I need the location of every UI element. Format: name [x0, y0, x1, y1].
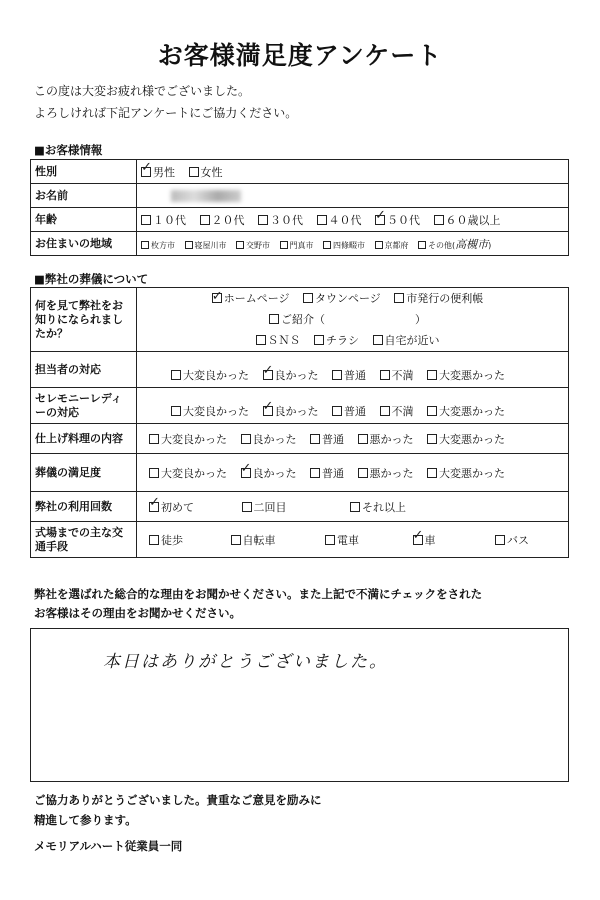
source-option[interactable]: 自宅が近い [373, 330, 440, 351]
area-option-other[interactable]: その他(高槻市) [418, 236, 491, 252]
transport-option[interactable]: 自転車 [231, 532, 276, 548]
area-other-handwritten: 高槻市 [455, 237, 489, 251]
usage-options [137, 492, 569, 522]
age-option[interactable]: ２０代 [200, 212, 245, 228]
transport-label: 式場までの主な交通手段 [31, 522, 137, 558]
signature: メモリアルハート従業員一同 [34, 839, 183, 853]
source-option[interactable]: 市発行の便利帳 [394, 288, 483, 309]
food-option[interactable]: 悪かった [358, 431, 414, 447]
name-field[interactable] [137, 184, 569, 208]
food-option[interactable]: 普通 [310, 431, 344, 447]
ceremony-lady-label: セレモニーレディーの対応 [31, 388, 137, 424]
source-options [137, 288, 569, 352]
ceremony-lady-option[interactable]: 大変悪かった [427, 403, 505, 419]
food-option[interactable]: 良かった [241, 431, 297, 447]
satisfaction-label: 葬儀の満足度 [31, 454, 137, 492]
ceremony-lady-option-good[interactable]: ✓ 良かった [263, 403, 319, 419]
satisfaction-option[interactable]: 悪かった [358, 465, 414, 481]
page-title: お客様満足度アンケート [157, 41, 443, 70]
area-option[interactable]: 枚方市 [141, 240, 175, 251]
comment-box[interactable] [30, 628, 569, 782]
source-option[interactable]: チラシ [314, 330, 359, 351]
age-option[interactable]: ３０代 [258, 212, 303, 228]
staff-option[interactable]: 普通 [332, 367, 366, 383]
source-option[interactable]: タウンページ [303, 288, 381, 309]
checkbox-checked-icon [375, 215, 385, 225]
food-option[interactable]: 大変悪かった [427, 431, 505, 447]
satisfaction-option-good[interactable]: ✓ 良かった [241, 465, 297, 481]
staff-option[interactable]: 不満 [380, 367, 414, 383]
transport-option-car[interactable]: ✓ 車 [413, 532, 436, 548]
ceremony-lady-options [137, 388, 569, 424]
source-homepage-option[interactable]: ✓ホームページ [212, 288, 290, 309]
ceremony-lady-option[interactable]: 大変良かった [171, 403, 249, 419]
source-label: 何を見て弊社をお知りになられましたか？ [31, 288, 137, 352]
area-option[interactable]: 門真市 [280, 240, 314, 251]
staff-options [137, 352, 569, 388]
food-option[interactable]: 大変良かった [149, 431, 227, 447]
age-option[interactable]: ４０代 [317, 212, 362, 228]
ceremony-lady-option[interactable]: 不満 [380, 403, 414, 419]
intro-line-1: この度は大変お疲れ様でございました。 [34, 84, 251, 98]
transport-option[interactable]: 徒歩 [149, 532, 183, 548]
usage-option[interactable]: 二回目 [242, 499, 287, 515]
outro-line-2: 精進して参ります。 [34, 813, 137, 827]
food-options [137, 424, 569, 454]
satisfaction-option[interactable]: 大変悪かった [427, 465, 505, 481]
area-option[interactable]: 交野市 [236, 240, 270, 251]
customer-info-table [30, 159, 569, 256]
gender-female-option[interactable]: 女性 [189, 164, 223, 180]
section-heading-funeral: ■弊社の葬儀について [34, 272, 149, 286]
satisfaction-options [137, 454, 569, 492]
usage-option[interactable]: それ以上 [350, 499, 406, 515]
area-option[interactable]: 寝屋川市 [185, 240, 227, 251]
usage-option-first[interactable]: ✓ 初めて [149, 499, 194, 515]
outro-line-1: ご協力ありがとうございました。貴重なご意見を励みに [34, 793, 322, 807]
gender-label: 性別 [31, 160, 137, 184]
transport-options [137, 522, 569, 558]
reason-prompt [34, 585, 482, 623]
source-referral-option[interactable]: ご紹介（ ） [269, 309, 426, 330]
source-option[interactable]: ＳＮＳ [256, 330, 301, 351]
staff-option[interactable]: 大変悪かった [427, 367, 505, 383]
usage-label: 弊社の利用回数 [31, 492, 137, 522]
area-option[interactable]: 京都府 [375, 240, 409, 251]
transport-option[interactable]: バス [495, 532, 529, 548]
gender-options [137, 160, 569, 184]
age-option[interactable]: １０代 [141, 212, 186, 228]
checkbox-icon[interactable] [189, 167, 199, 177]
staff-option-good[interactable]: ✓ 良かった [263, 367, 319, 383]
intro-line-2: よろしければ下記アンケートにご協力ください。 [34, 106, 298, 120]
gender-male-option[interactable]: ✓ 男性 [141, 164, 175, 180]
food-label: 仕上げ料理の内容 [31, 424, 137, 454]
area-label: お住まいの地域 [31, 232, 137, 256]
satisfaction-option[interactable]: 大変良かった [149, 465, 227, 481]
checkbox-checked-icon[interactable] [141, 167, 151, 177]
reason-line-1: 弊社を選ばれた総合的な理由をお聞かせください。また上記で不満にチェックをされた [34, 587, 483, 601]
funeral-survey-table [30, 287, 569, 558]
satisfaction-option[interactable]: 普通 [310, 465, 344, 481]
age-option[interactable]: ６０歳以上 [434, 212, 501, 228]
staff-label: 担当者の対応 [31, 352, 137, 388]
age-option-50s[interactable]: ✓ ５０代 [375, 212, 420, 228]
section-heading-customer: ■お客様情報 [34, 143, 103, 157]
age-options [137, 208, 569, 232]
reason-line-2: お客様はその理由をお聞かせください。 [34, 606, 241, 620]
closing-message [34, 790, 322, 830]
staff-option[interactable]: 大変良かった [171, 367, 249, 383]
area-options [137, 232, 569, 256]
handwritten-comment: 本日はありがとうございました。 [103, 652, 388, 672]
ceremony-lady-option[interactable]: 普通 [332, 403, 366, 419]
name-label: お名前 [31, 184, 137, 208]
transport-option[interactable]: 電車 [325, 532, 359, 548]
area-option[interactable]: 四條畷市 [323, 240, 365, 251]
age-label: 年齢 [31, 208, 137, 232]
redacted-name [171, 190, 241, 202]
